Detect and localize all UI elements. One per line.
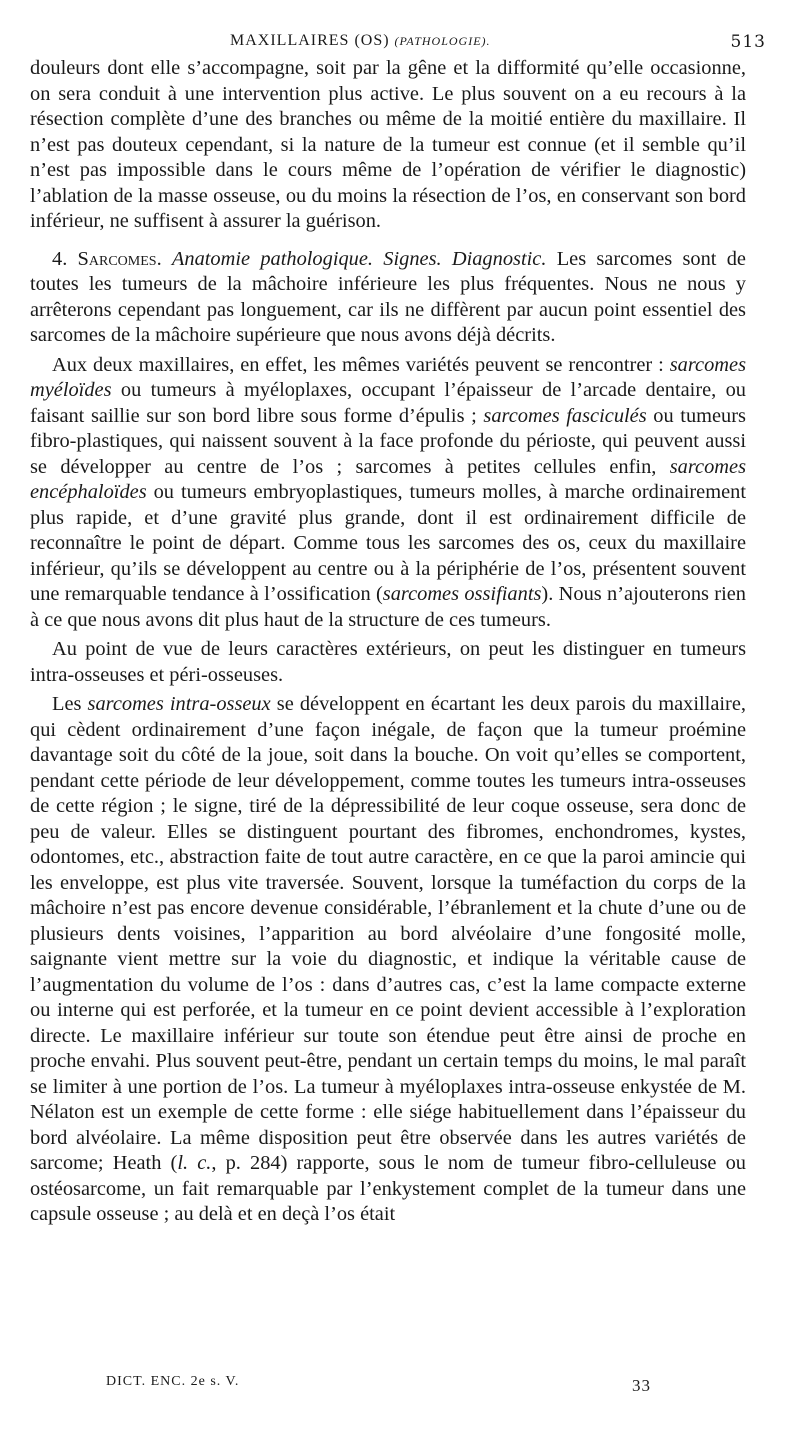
paragraph-varietes <box>30 353 746 634</box>
section-heading: Sarcomes. <box>77 247 162 270</box>
running-header <box>30 28 766 56</box>
paragraph-caracteres: Au point de vue de leurs caractères extérieurs, on peut les distinguer en tumeurs intra-osseuses et péri-osseuses. <box>30 638 746 686</box>
text-run: , p. 284) rapporte, sous le nom de tumeur fibro-celluleuse ou ostéosarcome, un fait remarquable par l’enkystement complet de la tumeur dans une capsule osseuse ; au delà et en deçà l’os était <box>30 1152 746 1225</box>
header-title: MAXILLAIRES (OS) <box>230 32 390 49</box>
paragraph-continuation: douleurs dont elle s’accompagne, soit par la gêne et la difformité qu’elle occasionne, on sera conduit à une intervention plus active. Le plus souvent on a eu recours à la résection complète d’une des branches ou même de la moitié entière du maxillaire. Il n’est pas douteux cependant, si la nature de la tumeur est connue (et il semble qu’il n’est pas impossible dans le cours même de l’opération de vérifier le diagnostic) l’ablation de la masse osseuse, ou du moins la résection de l’os, en conservant son bord inférieur, ne suffisent à assurer la guérison. <box>30 57 746 232</box>
text-run: se développent en écartant les deux parois du maxillaire, qui cèdent ordinairement d’une façon inégale, de façon que la tumeur proémine davantage soit du côté de la joue, soit dans la bouche. On voit qu’elles se comportent, pendant cette période de leur développement, comme toutes les tumeurs intra-osseuses de cette région ; le signe, tiré de la dépressibilité de leur coque osseuse, sera donc de peu de valeur. Elles se distinguent pourtant des fibromes, enchondromes, kystes, odontomes, etc., abstraction faite de tout autre caractère, en ce que la paroi amincie qui les enveloppe, est plus vite traversée. Souvent, lorsque la tuméfaction du corps de la mâchoire n’est pas encore devenue considérable, l’ébranlement et la chute d’une ou de plusieurs dents voisines, l’apparition au bord alvéolaire d’une fongosité molle, saignante vient mettre sur la voie du diagnostic, et indique la véritable cause de l’augmentation du volume de l’os : dans d’autres cas, c’est la lame compacte externe ou interne qui est perforée, et la tumeur en ce point devient accessible à l’exploration directe. Le maxillaire inférieur sur toute son étendue peut être ainsi de proche en proche envahi. Plus souvent peut-être, pendant un certain temps du moins, le mal paraît se limiter à une portion de l’os. La tumeur à myéloplaxes intra-osseuse enkystée de M. Nélaton est un exemple de cette forme : elle siége habituellement dans l’épaisseur du bord alvéolaire. La même disposition peut être observée dans les autres variétés de sarcome; Heath ( <box>30 693 746 1174</box>
body-text <box>30 56 746 1228</box>
italic-term: l. c. <box>177 1152 212 1174</box>
section-number: 4. <box>52 247 68 270</box>
text-run: ). Nous n’ajouterons rien à ce que nous avons dit plus haut de la structure de ces tumeurs. <box>30 583 746 631</box>
italic-term: sarcomes fasciculés <box>483 404 647 427</box>
document-page <box>30 28 766 1228</box>
text-run: ou tumeurs fibro-plastiques, qui naissent souvent à la face profonde du périoste, qui peuvent aussi se développer au centre de l’os ; sarcomes à petites cellules enfin, <box>30 404 746 478</box>
text-run: ou tumeurs embryoplastiques, tumeurs molles, à marche ordinairement plus rapide, et d’une gravité plus grande, dont il est ordinairement difficile de reconnaître le point de départ. Comme tous les sarcomes des os, ceux du maxillaire inférieur, qu’ils se développent au centre ou à la périphérie de l’os, présentent souvent une remarquable tendance à l’ossification ( <box>30 481 746 605</box>
italic-term: sarcomes encéphaloïdes <box>30 455 746 503</box>
paragraph-intra-osseux <box>30 692 746 1228</box>
section-sarcomes <box>30 247 746 349</box>
text-run: Les <box>52 693 82 715</box>
signature-mark: DICT. ENC. 2e s. V. <box>106 1374 240 1389</box>
italic-term: sarcomes ossifiants <box>382 583 542 605</box>
header-subtitle: (PATHOLOGIE). <box>394 34 491 48</box>
page-number: 513 <box>730 32 766 52</box>
section-text: Les sarcomes sont de toutes les tumeurs de la mâchoire inférieure les plus fréquentes. Nous ne nous y arrêterons cependant pas longuement, car ils ne diffèrent par aucun point essentiel des sarcomes de la mâchoire supérieure que nous avons déjà décrits. <box>30 247 746 346</box>
section-subheading: Anatomie pathologique. Signes. Diagnostic. <box>171 247 547 270</box>
text-run: ou tumeurs à myéloplaxes, occupant l’épaisseur de l’arcade dentaire, ou faisant saillie sur son bord libre sous forme d’épulis ; <box>30 379 746 427</box>
text-run: Aux deux maxillaires, en effet, les mêmes variétés peuvent se rencontrer : <box>52 353 664 376</box>
italic-term: sarcomes intra-osseux <box>87 693 271 715</box>
running-title <box>230 32 491 50</box>
signature-number: 33 <box>632 1376 651 1395</box>
italic-term: sarcomes myéloïdes <box>30 353 746 401</box>
